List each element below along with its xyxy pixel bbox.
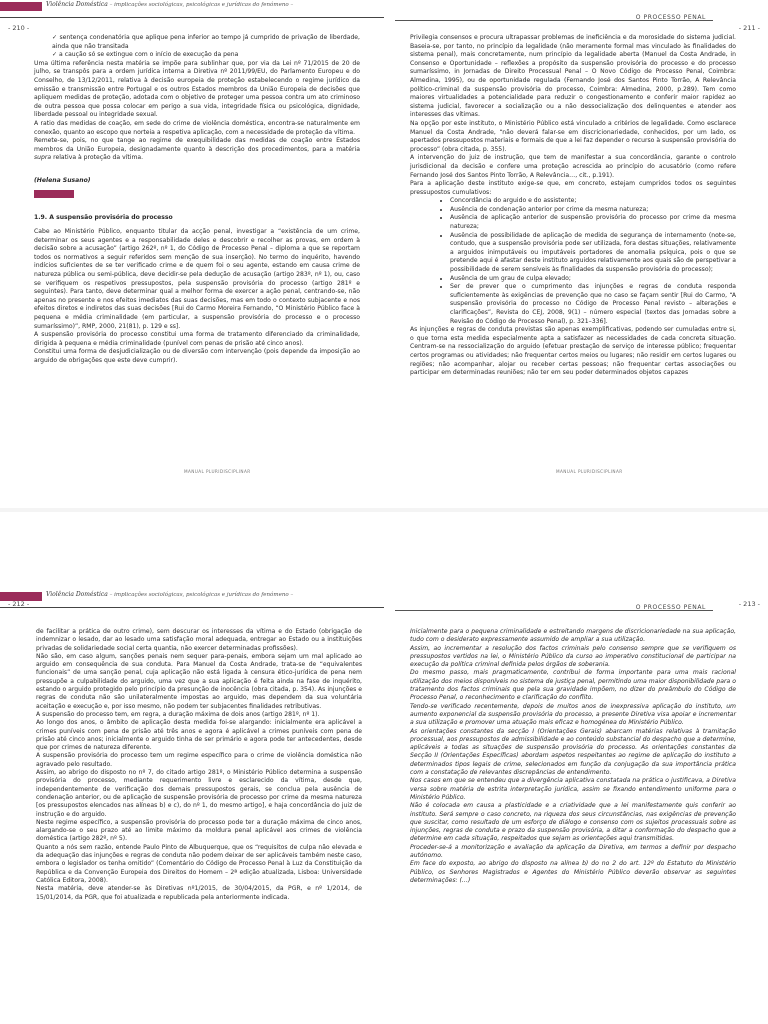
running-header-left (0, 0, 384, 14)
list-item: • Ausência de aplicação anterior de suspensão provisória do processo por crime da mesma natureza; (450, 214, 736, 231)
running-header-right: O PROCESSO PENAL (635, 14, 706, 21)
page-number-left: - 210 - (8, 24, 30, 32)
list-item: ✓ a caução só se extingue com o início de execução da pena (52, 51, 360, 60)
paragraph: Privilegia consensos e procura ultrapassar problemas de ineficiência e da morosidade do sistema judicial. Baseia-se, por tanto, no princípio da legalidade (não meramente formal mas vinculado às finalidades do sistema penal), mais concretamente, num princípio da legalidade aberta (Manuel da Costa Andrade, in Consenso e Oportunidade – reflexões a propósito da suspensão provisória do processo e do processo sumaríssimo, in Jornadas de Direito Processual Penal – O Novo Código de Processo Penal, Coimbra: Almedina, 1995), ou de oportunidade regulada (Fernando José dos Santos Pinto Torrão, A Relevância político-criminal da suspensão provisória do processo, Coimbra: Almedina, 2000, p.289). Tem como maiores virtualidades a potencialidade para reduzir o congestionamento e conferir maior rapidez ao sistema judicial, favorecer a socialização ou a não dessocialização dos delinquentes e atender aos interesses das vítimas. (410, 34, 736, 119)
paragraph: Remete-se, pois, no que tange ao regime de exequibilidade das medidas de coação entre Estados membros da União Europeia, designadamente quanto à descrição dos procedimentos, para a matéria supra relativa à proteção da vítima. (34, 137, 360, 162)
paragraph: Para a aplicação deste instituto exige-se que, em concreto, estejam cumpridos todos os seguintes pressupostos cumulativos: (410, 180, 736, 196)
header-rule-left (0, 607, 384, 608)
header-rule-right (395, 20, 713, 21)
running-header-right: O PROCESSO PENAL (635, 604, 706, 611)
author-credit: (Helena Susano) (34, 176, 91, 184)
header-color-block (0, 2, 42, 11)
paragraph: Em face do exposto, ao abrigo do disposto na alínea b) do no 2 do art. 12º do Estatuto do Ministério Público, os Senhores Magistrados e Agentes do Ministério Público deverão observar as seguintes determinações: (…) (410, 860, 736, 884)
running-header (0, 0, 768, 21)
paragraph: Do mesmo passo, mais pragmaticamente, contribui de forma importante para uma mais racional utilização dos meios disponíveis no sistema de justiça penal, permitindo uma maior disponibilidade para o tratamento dos factos criminais que pela sua gravidade impõem, no dizer do preâmbulo do Código de Processo Penal, o reconhecimento e clarificação do conflito. (410, 669, 736, 702)
paragraph: A ratio das medidas de coação, em sede do crime de violência doméstica, encontra-se naturalmente em conexão, quanto ao escopo que norteia a respetiva aplicação, com a necessidade de proteção da vítima. (34, 119, 360, 136)
requirements-list (410, 197, 736, 326)
page-number-left: - 212 - (8, 600, 30, 608)
paragraph: Tendo-se verificado recentemente, depois de muitos anos de inexpressiva aplicação do instituto, um aumento exponencial da suspensão provisória do processo, a presente Diretiva visa apoiar e incrementar a sua utilização e promover uma atuação mais eficaz e homogénea do Ministério Público. (410, 702, 736, 727)
paragraph: Assim, ao incrementar a resolução dos factos criminais pelo consenso sempre que se verifiquem os pressupostos vertidos na lei, o Ministério Público da curso ao imperativo constitucional de participar na execução da política criminal definida pelos órgãos de soberania. (410, 644, 736, 669)
header-rule-left (0, 17, 384, 18)
paragraph: Não é colocada em causa a plasticidade e a criatividade que a lei manifestamente quis conferir ao instituto. Será sempre o caso concreto, na riqueza dos seus circunstâncias, nas exigências de prevenção que suscitar, como resultado de um esforço de diálogo e consenso com os sujeitos processuais sobre as injunções, regras de conduta e prazo da suspensão provisória, a ditar a conformação do despacho que a determine em cada situação, respeitados que sejam as orientações aqui transmitidas. (410, 802, 736, 843)
paragraph: Uma última referência nesta matéria se impõe para sublinhar que, por via da Lei nº 71/2015 de 20 de julho, se transpôs para a ordem jurídica interna a Diretiva nº 2011/99/EU, do Parlamento Europeu e do Conselho, de 13/12/2011, relativa à decisão europeia de proteção estabelecendo o regime jurídico da emissão e transmissão entre Portugal e os outros Estados membros da União Europeia de decisões que apliquem medidas de proteção, adotada com o objetivo de proteger uma pessoa contra um ato criminoso de outra pessoa que possa colocar em perigo a sua vida, integridade física ou psicológica, dignidade, liberdade pessoal ou integridade sexual. (34, 59, 360, 119)
list-item: • Ausência de condenação anterior por crime da mesma natureza; (450, 206, 736, 215)
page-number-right: - 211 - (738, 24, 760, 32)
paragraph: Ao longo dos anos, o âmbito de aplicação desta medida foi-se alargando: inicialmente era aplicável a crimes puníveis com pena de prisão até três anos e agora é aplicável a crimes puníveis com pena de prisão até cinco anos; inicialmente o arguido tinha de ser primário e agora pode ter antecedentes, desde que por crimes de natureza diferente. (36, 719, 362, 752)
page-number-right: - 213 - (738, 600, 760, 608)
check-list (34, 34, 360, 60)
paragraph: de facilitar a prática de outro crime), sem descurar os interesses da vítima e do Estado (obrigação de indemnizar o lesado, dar ao lesado uma satisfação moral adequada, entregar ao Estado ou a instituições privadas de solidariedade social certa quantia, não exercer determinadas profissões). (36, 628, 362, 652)
list-item: • Ser de prever que o cumprimento das injunções e regras de conduta responda suficientemente às exigências de prevenção que no caso se façam sentir [Rui do Carmo, “A suspensão provisória do processo no Código de Processo Penal revisto – alterações e clarificações”, Revista do CEJ, 2008, 9(1) – número especial (textos das Jornadas sobre a Revisão do Código de Processo Penal), p. 321–336]. (450, 283, 736, 326)
spread-pages-212-213 (0, 512, 768, 1024)
section-color-block (34, 190, 74, 198)
right-column (410, 628, 736, 885)
paragraph: Nos casos em que se entendeu que a divergência aplicativa constatada na prática o justificava, a Diretiva versa sobre matéria de estrita interpretação jurídica, assim se fixando entendimento uniforme para o Ministério Público. (410, 777, 736, 801)
footer-mark-left: MANUAL PLURIDISCIPLINAR (184, 469, 251, 474)
list-item: • Concordância do arguido e do assistente; (450, 197, 736, 206)
running-header-title: Violência Doméstica – implicações sociológicas, psicológicas e jurídicas do fenómeno – (46, 1, 294, 8)
paragraph: Nesta matéria, deve atender-se às Diretivas nº1/2015, de 30/04/2015, da PGR, e nº 1/2014, de 15/01/2014, da PGR, que foi atualizada e republicada pela anteriormente indicada. (36, 885, 362, 901)
paragraph: Na opção por este instituto, o Ministério Público está vinculado a critérios de legalidade. Como esclarece Manuel da Costa Andrade, “não deverá falar-se em discricionariedade, conhecidos, por um lado, os apertados pressupostos materiais e formais de que a lei faz depender o recurso à suspensão provisória do processo” (obra citada, p. 355). (410, 119, 736, 153)
list-item: ✓ sentença condenatória que aplique pena inferior ao tempo já cumprido de privação de liberdade, ainda que não transitada (52, 34, 360, 51)
paragraph: A suspensão do processo tem, em regra, a duração máxima de dois anos (artigo 281º, nº 1). (36, 710, 320, 718)
paragraph: Proceder-se-á a monitorização e avaliação da aplicação da Diretiva, em termos a definir por despacho autónomo. (410, 843, 736, 860)
paragraph: As orientações constantes da secção I (Orientações Gerais) abarcam matérias relativas à tramitação processual, aos pressupostos de admissibilidade e ao conteúdo substancial do despacho que a determine, aplicáveis a todas as situações de suspensão provisória do processo. As orientações constantes da Secção II (Orientações Específicas) abordam aspetos respeitantes ao regime de aplicação do instituto a determinados tipos legais de crime, selecionados em função da conjugação da sua importância prática com a constatação de relevantes discrepâncias de entendimento. (410, 727, 736, 777)
paragraph: Constitui uma forma de desjudicialização ou de diversão com intervenção (pois depende da imposição ao arguido de obrigações que este deve cumprir). (34, 348, 360, 364)
header-rule-right (395, 610, 713, 611)
right-column (410, 34, 736, 378)
left-column (34, 34, 360, 366)
paragraph: Não são, em caso algum, sanções penais nem sequer para-penais, embora sejam um mal aplicado ao arguido em consequência de sua conduta. Para Manuel da Costa Andrade, trata-se de “equivalentes funcionais” de uma sanção penal, cuja aplicação não está ligada à censura ético-jurídica de pena nem pressupõe a culpabilidade do arguido, uma vez que a sua aplicação é feita ainda na fase de inquérito, estando o arguido protegido pelo princípio da presunção de inocência (obra citada, p. 354). As injunções e regras de conduta não são unilateralmente impostas ao arguido, mas dependem da sua voluntária aceitação e execução e, por isso mesmo, não podem ter subjacentes finalidades retributivas. (36, 652, 362, 710)
list-item: • Ausência de possibilidade de aplicação de medida de segurança de internamento (note-se, contudo, que a suspensão provisória pode ser utilizada, fora destas situações, relativamente a arguidos inimputáveis ou imputáveis portadores de anomalia psíquica, pois o que se pretende aqui é afastar deste instituto arguidos relativamente aos quais são de perspetivar a possibilidade de serem sensíveis às finalidades da suspensão provisória do processo); (450, 232, 736, 275)
running-header-left (0, 590, 384, 604)
running-header (0, 590, 768, 611)
paragraph: A suspensão provisória do processo tem um regime específico para o crime de violência doméstica não agravado pelo resultado. (36, 752, 362, 768)
paragraph: Neste regime específico, a suspensão provisória do processo pode ter a duração máxima de cinco anos, alargando-se o seu prazo até ao limite máximo da moldura penal aplicável aos crimes de violência doméstica (artigo 282º, nº 5). (36, 818, 362, 843)
paragraph: Inicialmente para o pequena criminalidade e estreitando margens de discricionariedade na sua aplicação, tudo com o desiderato expressamente assumido de ampliar a sua utilização. (410, 628, 736, 644)
paragraph: As injunções e regras de conduta previstas são apenas exemplificativas, podendo ser cumuladas entre si, o que torna esta medida especialmente apta a satisfazer as necessidades de cada concreta situação. Centram-se na ressocialização do arguido (efetuar prestação de serviço de interesse público; frequentar certos programas ou atividades; não frequentar certos meios ou lugares; não residir em certos lugares ou regiões; não acompanhar, alojar ou receber certas pessoas; não frequentar certas associações ou participar em determinadas reuniões; não ter em seu poder determinados objetos capazes (410, 326, 736, 377)
paragraph: A intervenção do juiz de instrução, que tem de manifestar a sua concordância, garante o controlo jurisdicional da decisão e confere uma proteção acrescida ao princípio do acusatório (como refere Fernando José dos Santos Pinto Torrão, A Relevância…, cit., p.191). (410, 154, 736, 179)
paragraph: Cabe ao Ministério Público, enquanto titular da acção penal, investigar a “existência de um crime, determinar os seus agentes e a responsabilidade deles e descobrir e recolher as provas, em ordem à decisão sobre a acusação” (artigo 262º, nº 1, do Código de Processo Penal – diploma a que se reportam todos os normativos a seguir referidos sem menção de sua inserção). No termo do inquérito, havendo indícios suficientes de se ter verificado crime e de quem foi o seu agente, estando em causa crime de natureza pública ou semi-pública, deve decidir-se pela dedução de acusação (artigo 283º, nº 1), ou, caso se verifiquem os respetivos pressupostos, pela suspensão provisória do processo (artigo 281º e seguintes). Para tanto, deve determinar qual a melhor forma de exercer a ação penal, centrando-se, não apenas no presente e nos efeitos imediatos das suas decisões, mas em todo o contexto subjacente e nos efeitos diretos e indiretos das suas decisões [Rui do Carmo Moreira Fernando, “O Ministério Público face à pequena e média criminalidade (em particular, a suspensão provisória do processo e o processo sumaríssimo)”, RMP, 2000, 21(81), p. 129 e ss]. (34, 228, 360, 330)
section-heading: 1.9. A suspensão provisória do processo (34, 213, 173, 221)
running-header-title: Violência Doméstica – implicações sociológicas, psicológicas e jurídicas do fenómeno – (46, 591, 294, 598)
paragraph: A suspensão provisória do processo constitui uma forma de tratamento diferenciado da criminalidade, dirigida à pequena e média criminalidade (punível com penas de prisão até cinco anos). (34, 331, 360, 347)
left-column (36, 628, 362, 902)
paragraph: Assim, ao abrigo do disposto no nº 7, do citado artigo 281º, o Ministério Público determina a suspensão provisória do processo, mediante requerimento livre e esclarecido da vítima, desde que, independentemente de verificação dos demais pressupostos gerais, se conclua pela ausência de condenação anterior, ou de aplicação de suspensão provisória de processo por crime da mesma natureza [os pressupostos elencados nas alíneas b) e c), do nº 1, do mesmo artigo], e haja concordância do juiz de instrução e do arguido. (36, 769, 362, 818)
list-item: • Ausência de um grau de culpa elevado; (450, 275, 736, 284)
footer-mark-right: MANUAL PLURIDISCIPLINAR (556, 469, 623, 474)
paragraph: Quanto a nós sem razão, entende Paulo Pinto de Albuquerque, que os “requisitos de culpa não elevada e da adequação das injunções e regras de conduta não podem deixar de ser aplicáveis também neste caso, embora o legislador os tenha omitido” (Comentário do Código de Processo Penal à Luz da Constituição da República e da Convenção Europeia dos Direitos do Homem – 2ª edição atualizada, Lisboa: Universidade Católica Editora, 2008). (36, 843, 362, 884)
